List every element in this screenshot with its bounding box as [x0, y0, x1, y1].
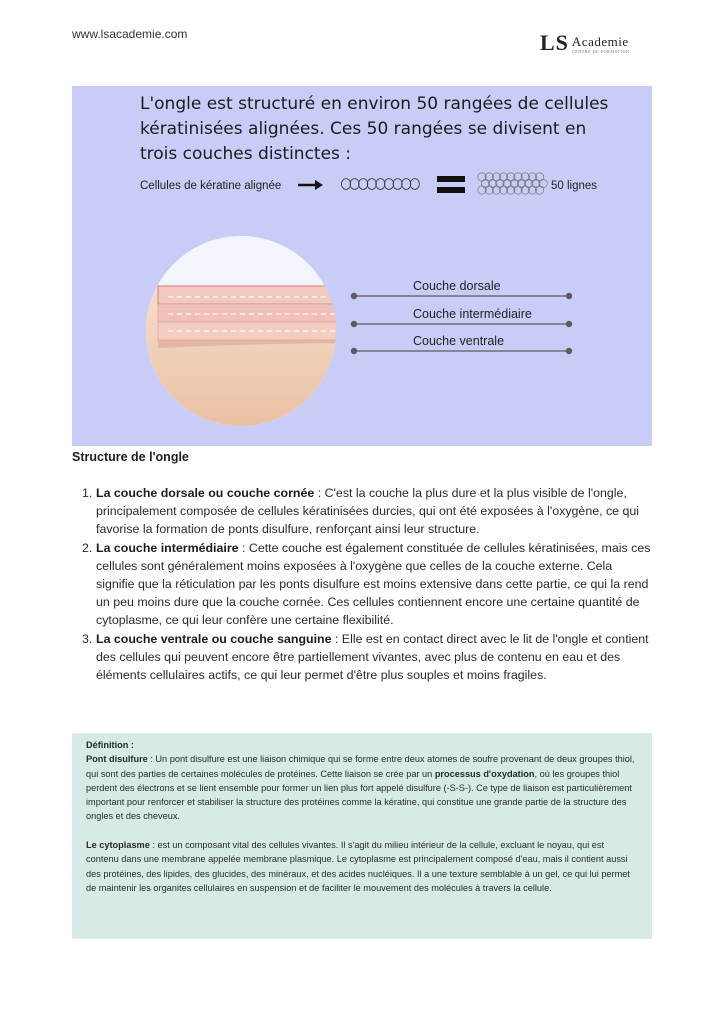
list-item-title: La couche intermédiaire: [96, 540, 239, 555]
nail-diagram-panel: [72, 86, 652, 446]
cytoplasm-text: : est un composant vital des cellules vivantes. Il s'agit du milieu intérieur de la cellule, excluant le noyau, qui est contenu dans une membrane appelée membrane plasmique. Le cytoplasme est principalement composé d'eau, mais il contient aussi des protéines, des lipides, des glucides, des minéraux, et des acides nucléiques. Il a une texture semblable à un gel, ce qui lui permet de maintenir les organites cellulaires en suspension et de faciliter le mouvement des molécules à travers la cellule.: [86, 840, 630, 893]
cells-label: Cellules de kératine alignée: [140, 180, 282, 192]
disulfide-text-b: , où les groupes thiol perdent des électrons et se lient ensemble pour former un lien plus fort appelé disulfure (-S-S-). Ce type de liaison est particulièrement important pour renforcer et stabiliser la structure des protéines comme la kératine, qui constitue une grande partie de la structure des ongles et des cheveux.: [86, 768, 632, 822]
keratin-cell: [384, 179, 393, 190]
list-number: 1.: [82, 486, 93, 500]
keratin-cell: [376, 179, 385, 190]
logo-initials: LS: [540, 30, 569, 55]
layer-label-dorsal: Couche dorsale: [413, 279, 501, 293]
logo-word: Academie: [571, 34, 629, 49]
logo-tagline: CENTRE DE FORMATION: [571, 49, 630, 54]
list-item-text: : Elle est en contact direct avec le lit de l'ongle et contient des cellules qui peuvent encore être partiellement vivantes, avec plus de contenu en eau et des éléments cellulaires actifs, ce qui leur permet d'être plus souples et moins fragiles.: [96, 631, 649, 683]
lines-label: 50 lignes: [551, 180, 598, 192]
keratin-cell: [367, 179, 376, 190]
diagram-title: L'ongle est structuré en environ 50 rangées de cellules kératinisées alignées. Ces 50 rangées se divisent en trois couches distinctes :: [140, 94, 609, 164]
layer-label-intermediate: Couche intermédiaire: [413, 307, 532, 321]
keratin-cell: [410, 179, 419, 190]
nail-diagram: [72, 86, 652, 446]
list-item: [82, 630, 652, 685]
term-disulfide: Pont disulfure: [86, 754, 148, 765]
logo: [540, 32, 630, 54]
section-heading: Structure de l'ongle: [72, 450, 189, 464]
list-item-title: La couche ventrale ou couche sanguine: [96, 631, 332, 646]
keratin-cell-stack: [478, 173, 548, 194]
arrow-right-icon: [298, 180, 323, 190]
keratin-cell: [359, 179, 368, 190]
keratin-cell: [402, 179, 411, 190]
definition-cytoplasm: [86, 838, 638, 895]
list-item-text: : C'est la couche la plus dure et la plus visible de l'ongle, principalement composée de cellules kératinisées durcies, qui ont été exposées à l'oxygène, ce qui favorise la formation de ponts disulfure, renforçant ainsi leur structure.: [96, 486, 640, 537]
list-number: 2.: [82, 540, 93, 555]
list-item: [82, 539, 652, 630]
list-number: 3.: [82, 631, 93, 646]
list-item-text: : Cette couche est également constituée de cellules kératinisées, mais ces cellules sont généralement moins exposées à l'oxygène que celles de la couche externe. Cela signifie que la réticulation par les ponts disulfure est moins extensive dans cette partie, ce qui la rend un peu moins dure que la couche cornée. Ces cellules contiennent encore une certaine quantité de cytoplasme, ce qui leur confère une certaine flexibilité.: [96, 540, 651, 628]
disulfide-text-a: : Un pont disulfure est une liaison chimique qui se forme entre deux atomes de soufre provenant de deux groupes thiol, qui sont des parties de certaines molécules de protéines. Cette liaison se crée par un: [86, 754, 635, 779]
list-item: [82, 484, 652, 539]
layer-list: [82, 484, 652, 684]
list-item-title: La couche dorsale ou couche cornée: [96, 486, 315, 500]
keratin-cell: [350, 179, 359, 190]
term-cytoplasm: Le cytoplasme: [86, 840, 150, 851]
site-url[interactable]: www.lsacademie.com: [72, 27, 188, 41]
definition-box: [72, 733, 652, 939]
layer-label-ventral: Couche ventrale: [413, 334, 505, 348]
oxidation-term: processus d'oxydation: [434, 768, 535, 779]
layer-dorsal: [351, 279, 572, 299]
definition-disulfide: [86, 752, 638, 823]
keratin-cell: [341, 179, 350, 190]
logo-text: [572, 35, 630, 54]
definition-heading: Définition :: [86, 740, 134, 750]
equals-icon: [437, 176, 465, 193]
layer-intermediate: [351, 307, 572, 327]
layer-ventral: [351, 334, 572, 354]
finger-cross-section: [142, 236, 374, 446]
keratin-cell: [393, 179, 402, 190]
keratin-cell-row: [341, 179, 419, 190]
